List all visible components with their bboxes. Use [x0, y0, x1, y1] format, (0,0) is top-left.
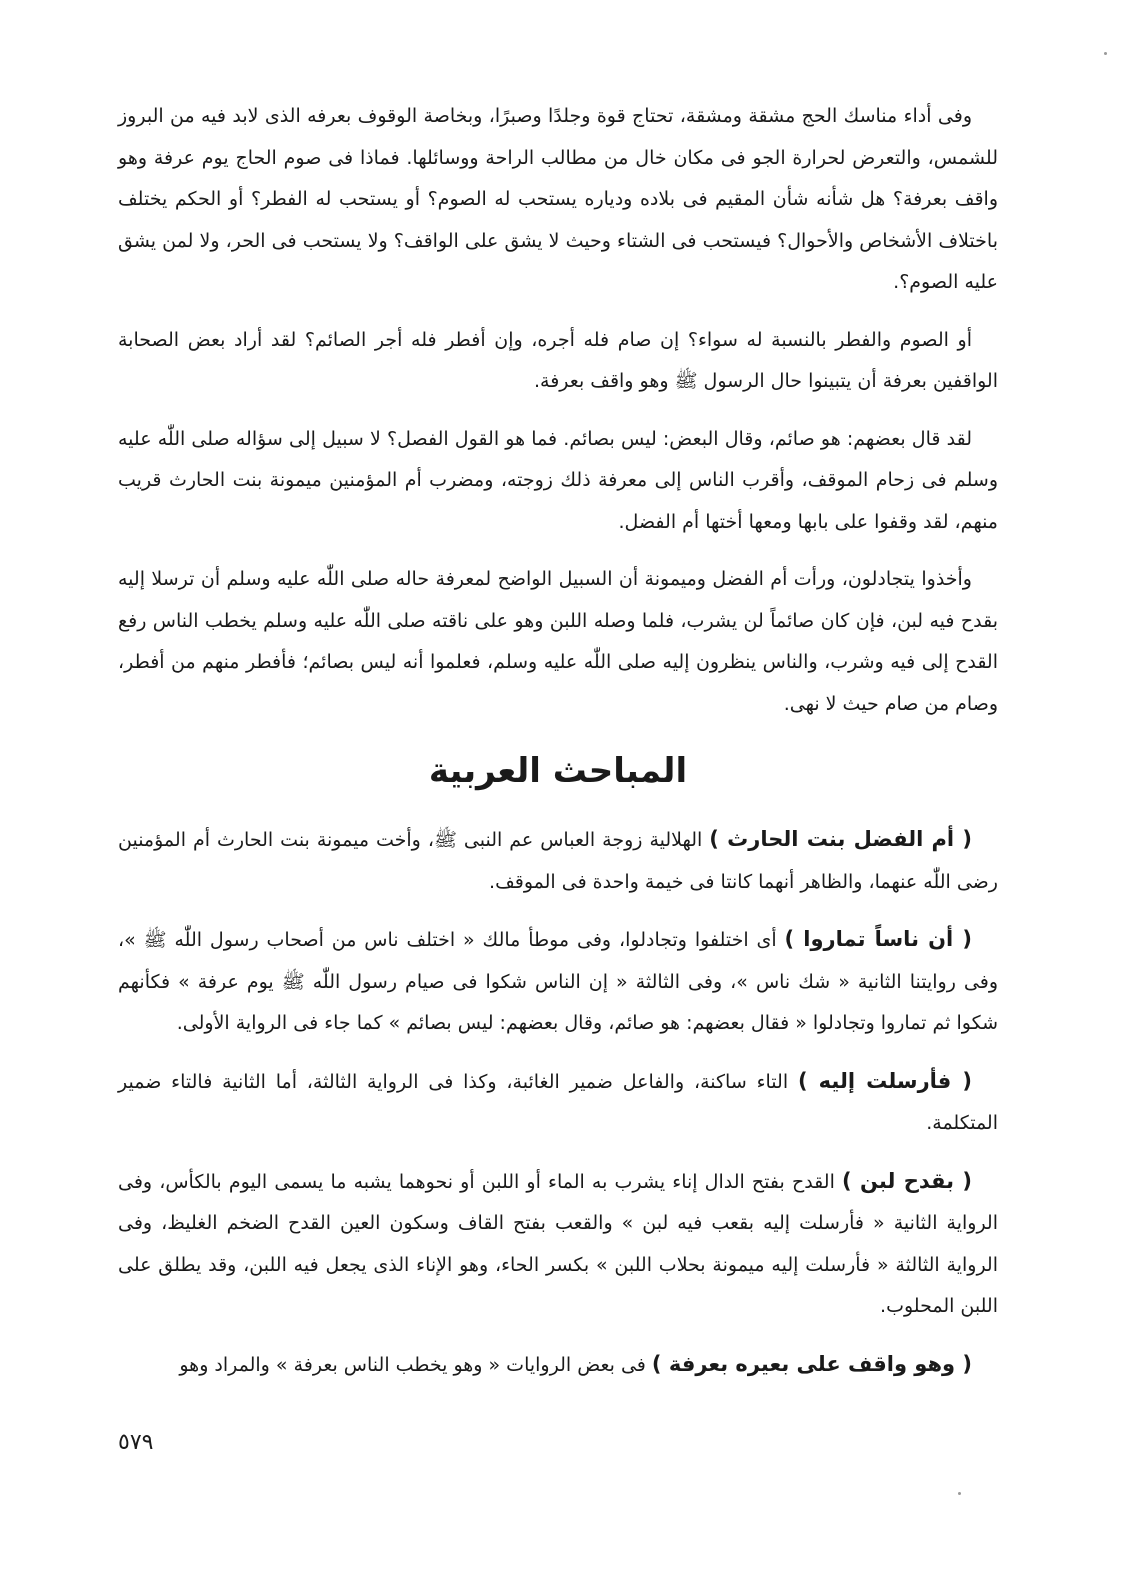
page-number: ٥٧٩	[118, 1430, 154, 1455]
page-content	[118, 96, 998, 1402]
body-paragraph-4: وأخذوا يتجادلون، ورأت أم الفضل وميمونة أن السبيل الواضح لمعرفة حاله صلى اللّٰه عليه وسلم أن ترسلا إليه بقدح فيه لبن، فإن كان صائماً لن يشرب، فلما وصله اللبن وهو على ناقته صلى اللّٰه عليه وسلم يخطب الناس رفع القدح إلى فيه وشرب، والناس ينظرون إليه صلى اللّٰه عليه وسلم، فعلموا أنه ليس بصائم؛ فأفطر منهم من أفطر، وصام من صام حيث لا نهى.	[118, 568, 998, 715]
note-paragraph-1	[118, 819, 998, 903]
note-text: الهلالية زوجة العباس عم النبى ﷺ، وأخت ميمونة بنت الحارث أم المؤمنين رضى اللّٰه عنهما، والظاهر أنهما كانتا فى خيمة واحدة فى الموقف.	[118, 829, 998, 893]
note-text: التاء ساكنة، والفاعل ضمير الغائبة، وكذا فى الرواية الثالثة، أما الثانية فالتاء ضمير المتكلمة.	[118, 1070, 998, 1134]
note-term: ( وهو واقف على بعيره بعرفة )	[651, 1351, 972, 1376]
note-term: ( أم الفضل بنت الحارث )	[709, 827, 972, 851]
note-paragraph-4	[118, 1161, 998, 1328]
note-text: القدح بفتح الدال إناء يشرب به الماء أو اللبن أو نحوهما يشبه ما يسمى اليوم بالكأس، وفى الرواية الثانية « فأرسلت إليه بقعب فيه لبن » والقعب بفتح القاف وسكون العين القدح الضخم الغليظ، وفى الرواية الثالثة « فأرسلت إليه ميمونة بحلاب اللبن » بكسر الحاء، وهو الإناء الذى يجعل فيه اللبن، وقد يطلق على اللبن المحلوب.	[118, 1170, 998, 1317]
note-text: أى اختلفوا وتجادلوا، وفى موطأ مالك « اختلف ناس من أصحاب رسول اللّٰه ﷺ »، وفى روايتنا الثانية « شك ناس »، وفى الثالثة « إن الناس شكوا فى صيام رسول اللّٰه ﷺ يوم عرفة » فكأنهم شكوا ثم تماروا وتجادلوا « فقال بعضهم: هو صائم، وقال بعضهم: ليس بصائم » كما جاء فى الرواية الأولى.	[118, 929, 998, 1034]
scan-speck	[1104, 52, 1107, 55]
note-paragraph-3	[118, 1061, 998, 1145]
note-term: ( بقدح لبن )	[842, 1168, 973, 1193]
note-paragraph-5	[118, 1344, 998, 1387]
body-paragraph-1: وفى أداء مناسك الحج مشقة ومشقة، تحتاج قوة وجلدًا وصبرًا، وبخاصة الوقوف بعرفه الذى لابد فيه من البروز للشمس، والتعرض لحرارة الجو فى مكان خال من مطالب الراحة ووسائلها. فماذا فى صوم الحاج يوم عرفة وهو واقف بعرفة؟ هل شأنه شأن المقيم فى بلاده ودياره يستحب له الصوم؟ أو يستحب له الفطر؟ أو الحكم يختلف باختلاف الأشخاص والأحوال؟ فيستحب فى الشتاء وحيث لا يشق على الواقف؟ ولا يستحب فى الحر، ولا لمن يشق عليه الصوم؟.	[118, 105, 998, 293]
note-paragraph-2	[118, 919, 998, 1045]
body-paragraph-3: لقد قال بعضهم: هو صائم، وقال البعض: ليس بصائم. فما هو القول الفصل؟ لا سبيل إلى سؤاله صلى اللّٰه عليه وسلم فى زحام الموقف، وأقرب الناس إلى معرفة ذلك زوجته، ومضرب أم المؤمنين ميمونة بنت الحارث قريب منهم، لقد وقفوا على بابها ومعها أختها أم الفضل.	[118, 427, 998, 533]
note-term: ( أن ناساً تماروا )	[784, 927, 972, 951]
section-heading: المباحث العربية	[428, 751, 688, 791]
note-text: فى بعض الروايات « وهو يخطب الناس بعرفة » والمراد وهو	[179, 1353, 652, 1376]
scan-speck	[958, 1492, 961, 1495]
body-paragraph-2: أو الصوم والفطر بالنسبة له سواء؟ إن صام فله أجره، وإن أفطر فله أجر الصائم؟ لقد أراد بعض الصحابة الواقفين بعرفة أن يتبينوا حال الرسول ﷺ وهو واقف بعرفة.	[118, 328, 998, 392]
note-term: ( فأرسلت إليه )	[797, 1068, 972, 1093]
